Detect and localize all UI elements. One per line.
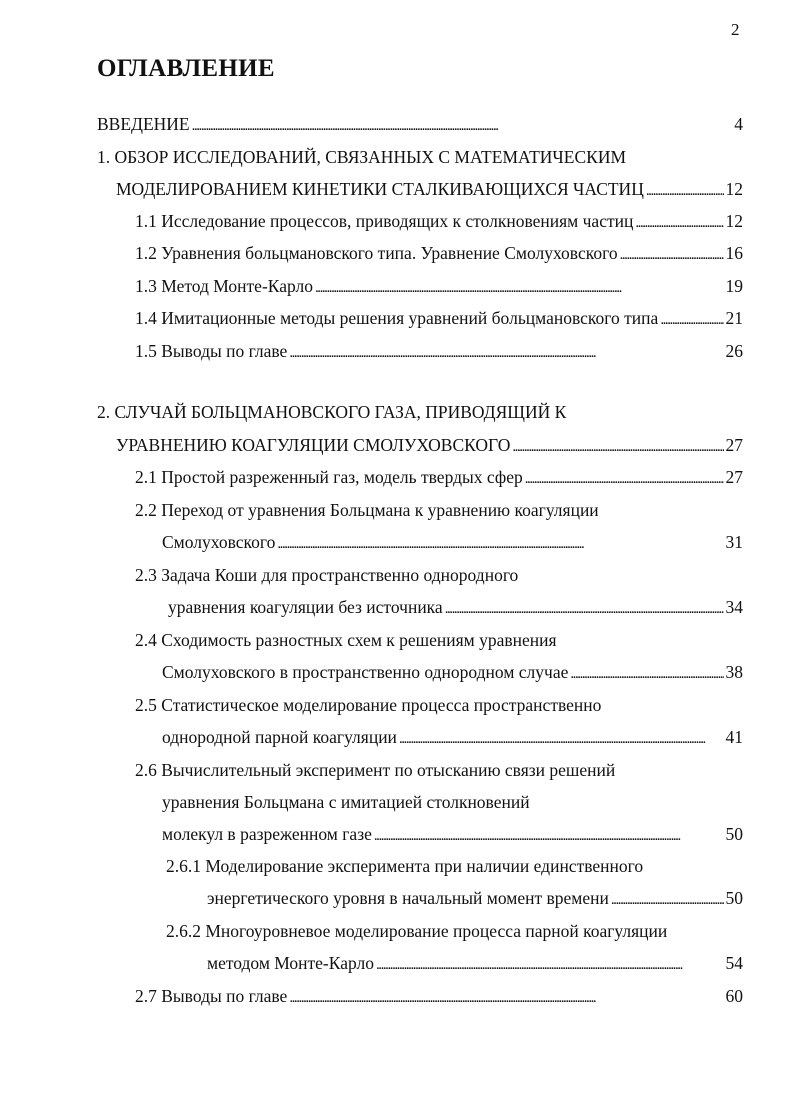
toc-entry-title: 2.3 Задача Коши для пространственно однородного (135, 565, 519, 585)
leader-dots (192, 112, 733, 138)
toc-page-number: 31 (725, 532, 743, 552)
leader-dots (570, 660, 723, 686)
toc-entry-title: Смолуховского (162, 532, 276, 552)
toc-entry-1-1[interactable] (135, 209, 743, 235)
leader-dots (660, 306, 723, 332)
toc-page-number: 54 (725, 953, 743, 973)
toc-page-number: 26 (725, 341, 743, 361)
toc-page-number: 12 (725, 211, 743, 231)
toc-page-number: 19 (725, 276, 743, 296)
toc-page-number: 38 (725, 662, 743, 682)
toc-page-number: 16 (725, 243, 743, 263)
toc-entry-chapter-2[interactable] (97, 400, 566, 424)
toc-entry-chapter-1[interactable] (97, 145, 626, 169)
toc-page-number: 21 (725, 308, 743, 328)
toc-page-number: 34 (725, 597, 743, 617)
leader-dots (315, 274, 724, 300)
toc-page-number: 4 (734, 114, 743, 134)
leader-dots (525, 465, 724, 491)
leader-dots (620, 241, 724, 267)
toc-entry-2-1[interactable] (135, 465, 743, 491)
toc-page-number: 27 (725, 467, 743, 487)
toc-entry-1-5[interactable] (135, 339, 743, 365)
toc-entry-title: 2. СЛУЧАЙ БОЛЬЦМАНОВСКОГО ГАЗА, ПРИВОДЯЩИЙ К (97, 402, 567, 422)
toc-entry-title: методом Монте-Карло (207, 953, 374, 973)
toc-entry-2-6-cont-2[interactable] (162, 822, 743, 848)
toc-page-number: 41 (725, 727, 743, 747)
page-title: ОГЛАВЛЕНИЕ (97, 55, 275, 82)
toc-page-number: 12 (725, 179, 743, 199)
toc-entry-title: 1.4 Имитационные методы решения уравнений больцмановского типа (135, 308, 659, 328)
toc-entry-title: 2.5 Статистическое моделирование процесса пространственно (135, 695, 602, 715)
toc-page-number: 60 (725, 986, 743, 1006)
leader-dots (277, 530, 723, 556)
toc-page-number: 50 (725, 824, 743, 844)
toc-entry-title: уравнения Больцмана с имитацией столкновений (162, 792, 530, 812)
toc-entry-2-4-cont[interactable] (162, 660, 743, 686)
toc-entry-title: 2.7 Выводы по главе (135, 986, 288, 1006)
leader-dots (646, 177, 724, 203)
toc-entry-title: 1.1 Исследование процессов, приводящих к столкновениям частиц (135, 211, 634, 231)
toc-entry-chapter-2-cont[interactable] (116, 433, 743, 459)
toc-entry-2-2-cont[interactable] (162, 530, 743, 556)
toc-entry-title: Смолуховского в пространственно однородном случае (162, 662, 569, 682)
toc-entry-title: 2.6.2 Многоуровневое моделирование процесса парной коагуляции (166, 921, 668, 941)
toc-entry-2-7[interactable] (135, 984, 743, 1010)
toc-entry-2-4[interactable] (135, 628, 557, 652)
toc-entry-title: 1. ОБЗОР ИССЛЕДОВАНИЙ, СВЯЗАННЫХ С МАТЕМАТИЧЕСКИМ (97, 147, 627, 167)
toc-entry-title: 2.2 Переход от уравнения Больцмана к уравнению коагуляции (135, 500, 599, 520)
toc-page-number: 27 (725, 435, 743, 455)
toc-entry-1-2[interactable] (135, 241, 743, 267)
leader-dots (289, 984, 723, 1010)
toc-entry-2-6[interactable] (135, 758, 615, 782)
leader-dots (374, 822, 724, 848)
toc-entry-2-6-2[interactable] (166, 919, 667, 943)
toc-entry-title: 1.3 Метод Монте-Карло (135, 276, 313, 296)
leader-dots (289, 339, 723, 365)
toc-entry-2-6-1-cont[interactable] (207, 886, 743, 912)
toc-entry-chapter-1-cont[interactable] (116, 177, 743, 203)
leader-dots (635, 209, 723, 235)
toc-entry-title: однородной парной коагуляции (162, 727, 397, 747)
toc-entry-title: ВВЕДЕНИЕ (97, 114, 190, 134)
toc-entry-title: 2.6.1 Моделирование эксперимента при наличии единственного (166, 856, 644, 876)
toc-entry-introduction[interactable] (97, 112, 743, 138)
toc-entry-title: МОДЕЛИРОВАНИЕМ КИНЕТИКИ СТАЛКИВАЮЩИХСЯ ЧАСТИЦ (116, 179, 644, 199)
toc-entry-title: уравнения коагуляции без источника (168, 597, 443, 617)
leader-dots (512, 433, 723, 459)
toc-entry-title: молекул в разреженном газе (162, 824, 372, 844)
toc-entry-title: 2.6 Вычислительный эксперимент по отысканию связи решений (135, 760, 616, 780)
toc-entry-2-6-cont[interactable] (162, 790, 530, 814)
toc-entry-2-2[interactable] (135, 498, 599, 522)
toc-entry-2-3-cont[interactable] (168, 595, 743, 621)
toc-entry-1-4[interactable] (135, 306, 743, 332)
leader-dots (399, 725, 724, 751)
toc-entry-2-6-1[interactable] (166, 854, 643, 878)
toc-page-number: 50 (725, 888, 743, 908)
leader-dots (376, 951, 724, 977)
toc-entry-title: 2.1 Простой разреженный газ, модель твердых сфер (135, 467, 523, 487)
toc-entry-1-3[interactable] (135, 274, 743, 300)
toc-entry-title: 1.2 Уравнения больцмановского типа. Уравнение Смолуховского (135, 243, 618, 263)
toc-entry-title: УРАВНЕНИЮ КОАГУЛЯЦИИ СМОЛУХОВСКОГО (116, 435, 511, 455)
toc-entry-title: энергетического уровня в начальный момент времени (207, 888, 609, 908)
leader-dots (611, 886, 724, 912)
toc-entry-2-6-2-cont[interactable] (207, 951, 743, 977)
leader-dots (445, 595, 724, 621)
page-number: 2 (731, 20, 740, 39)
toc-entry-title: 2.4 Сходимость разностных схем к решениям уравнения (135, 630, 557, 650)
toc-entry-2-5[interactable] (135, 693, 601, 717)
toc-entry-title: 1.5 Выводы по главе (135, 341, 288, 361)
toc-entry-2-5-cont[interactable] (162, 725, 743, 751)
toc-entry-2-3[interactable] (135, 563, 518, 587)
